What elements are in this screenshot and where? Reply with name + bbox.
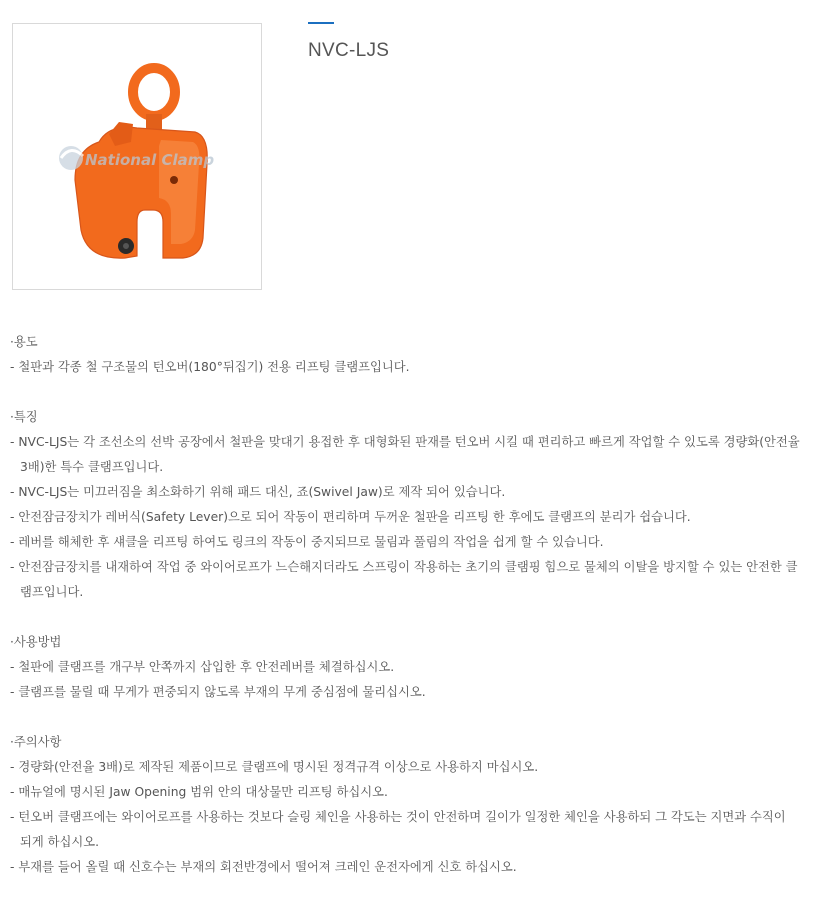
- list-item: [10, 355, 800, 380]
- list-item-text: 철판과 각종 철 구조물의 턴오버(180°뒤집기) 전용 리프팅 클램프입니다.: [18, 360, 410, 374]
- list-item-text: 철판에 클램프를 개구부 안쪽까지 삽입한 후 안전레버를 체결하십시오.: [18, 660, 395, 674]
- pivot-pin: [170, 176, 178, 184]
- section-0: [10, 330, 800, 380]
- section-list: [10, 355, 800, 380]
- list-item: [10, 680, 800, 705]
- list-item: [10, 505, 800, 530]
- product-description: [10, 330, 800, 905]
- list-item-text: 턴오버 클램프에는 와이어로프를 사용하는 것보다 슬링 체인을 사용하는 것이 안전하며 길이가 일정한 체인을 사용하되 그 각도는 지면과 수직이 되게 하십시오.: [18, 810, 786, 849]
- clamp-illustration: [13, 24, 262, 290]
- list-item-text: 클램프를 물릴 때 무게가 편중되지 않도록 부재의 무게 중심점에 물리십시오.: [18, 685, 426, 699]
- list-item: [10, 530, 800, 555]
- list-item-text: NVC-LJS는 미끄러짐을 최소화하기 위해 패드 대신, 죠(Swivel Jaw)로 제작 되어 있습니다.: [18, 485, 506, 499]
- list-item: [10, 480, 800, 505]
- title-accent-bar: [308, 22, 334, 24]
- list-item-text: 레버를 해체한 후 섀클을 리프팅 하여도 링크의 작동이 중지되므로 물림과 풀림의 작업을 쉽게 할 수 있습니다.: [18, 535, 604, 549]
- list-item: [10, 655, 800, 680]
- list-item-text: 안전잠금장치를 내재하여 작업 중 와이어로프가 느슨해지더라도 스프링이 작용하는 초기의 클램핑 힘으로 물체의 이탈을 방지할 수 있는 안전한 클램프입니다.: [18, 560, 798, 599]
- list-item-text: 부재를 들어 올릴 때 신호수는 부재의 회전반경에서 떨어져 크레인 운전자에게 신호 하십시오.: [18, 860, 517, 874]
- section-list: [10, 755, 800, 880]
- section-heading: ·특징: [10, 410, 38, 424]
- list-item: [10, 805, 800, 855]
- list-item: [10, 555, 800, 605]
- list-item: [10, 430, 800, 480]
- product-image: [12, 23, 262, 290]
- list-item: [10, 755, 800, 780]
- list-item-text: 안전잠금장치가 레버식(Safety Lever)으로 되어 작동이 편리하며 두꺼운 철판을 리프팅 한 후에도 클램프의 분리가 쉽습니다.: [18, 510, 691, 524]
- logo-text: National Clamp: [85, 151, 215, 169]
- section-1: [10, 405, 800, 605]
- section-heading: ·주의사항: [10, 735, 62, 749]
- lifting-eye: [133, 68, 175, 116]
- section-3: [10, 730, 800, 880]
- list-item-text: NVC-LJS는 각 조선소의 선박 공장에서 철판을 맞대기 용접한 후 대형화된 판재를 턴오버 시킬 때 편리하고 빠르게 작업할 수 있도록 경량화(안전율 3배)한 특수 클램프입니다.: [18, 435, 800, 474]
- section-2: [10, 630, 800, 705]
- list-item-text: 매뉴얼에 명시된 Jaw Opening 범위 안의 대상물만 리프팅 하십시오.: [18, 785, 388, 799]
- section-list: [10, 430, 800, 605]
- list-item: [10, 780, 800, 805]
- list-item: [10, 855, 800, 880]
- section-heading: ·용도: [10, 335, 38, 349]
- product-title: NVC-LJS: [308, 40, 390, 61]
- list-item-text: 경량화(안전율 3배)로 제작된 제품이므로 클램프에 명시된 정격규격 이상으로 사용하지 마십시오.: [18, 760, 539, 774]
- section-list: [10, 655, 800, 705]
- section-heading: ·사용방법: [10, 635, 62, 649]
